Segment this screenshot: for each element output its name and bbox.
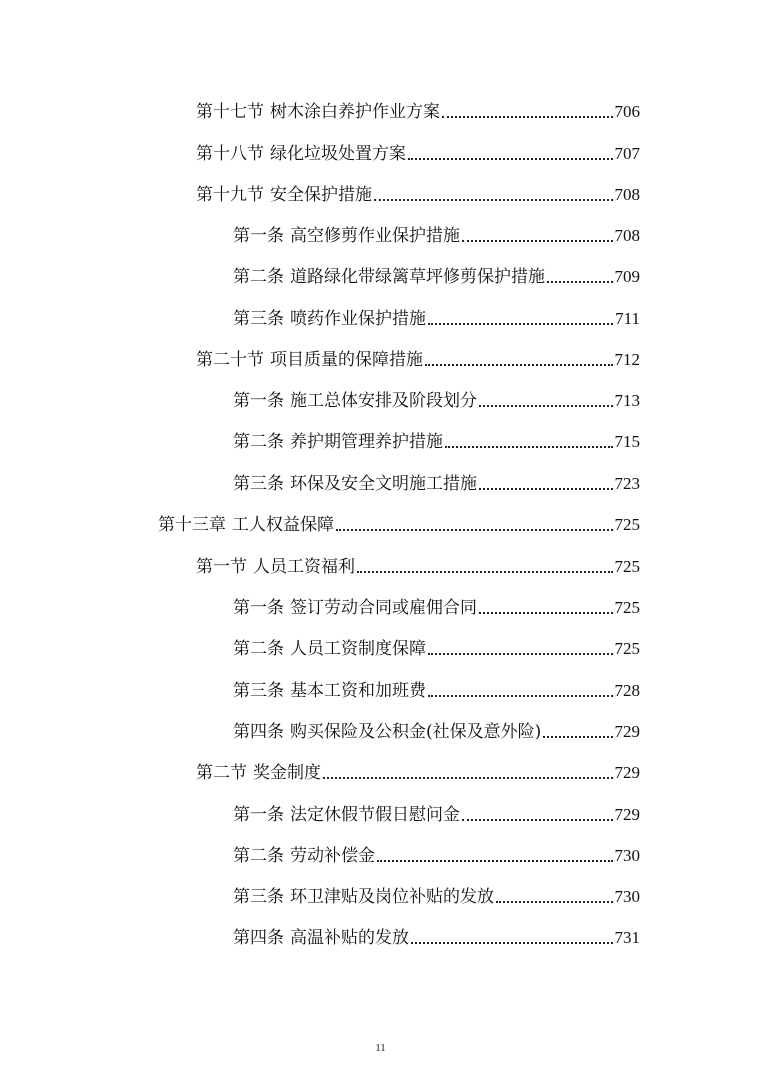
entry-title: 安全保护措施 <box>270 185 372 205</box>
entry-title: 环卫津贴及岗位补贴的发放 <box>290 887 494 907</box>
entry-title: 签订劳动合同或雇佣合同 <box>290 598 477 618</box>
entry-number: 第十八节 <box>196 144 264 164</box>
toc-entry[interactable] <box>196 139 640 165</box>
entry-number: 第三条 <box>233 887 284 907</box>
entry-page-number: 728 <box>614 681 640 700</box>
dot-leader <box>428 322 613 325</box>
entry-title: 基本工资和加班费 <box>290 681 426 701</box>
dot-leader <box>479 404 613 407</box>
entry-page-number: 706 <box>614 102 640 121</box>
entry-title: 高空修剪作业保护措施 <box>290 226 460 246</box>
entry-title: 购买保险及公积金(社保及意外险) <box>290 722 542 742</box>
entry-number: 第一节 <box>196 557 247 577</box>
toc-entry[interactable] <box>233 593 640 619</box>
dot-leader <box>408 157 613 160</box>
dot-leader <box>547 280 613 283</box>
toc-entry[interactable] <box>233 882 640 908</box>
entry-page-number: 711 <box>615 309 640 328</box>
entry-title: 劳动补偿金 <box>290 846 375 866</box>
entry-page-number: 723 <box>614 474 640 493</box>
entry-number: 第二条 <box>233 639 284 659</box>
dot-leader <box>479 611 613 614</box>
entry-page-number: 729 <box>614 722 640 741</box>
dot-leader <box>374 198 613 201</box>
entry-title: 道路绿化带绿篱草坪修剪保护措施 <box>290 267 545 287</box>
entry-page-number: 709 <box>614 267 640 286</box>
dot-leader <box>336 528 613 531</box>
entry-title: 人员工资福利 <box>253 557 355 577</box>
dot-leader <box>411 941 613 944</box>
toc-entry[interactable] <box>233 923 640 949</box>
toc-entry[interactable] <box>233 262 640 288</box>
toc-entry[interactable] <box>233 676 640 702</box>
entry-page-number: 712 <box>614 350 640 369</box>
entry-number: 第十三章 <box>158 515 226 535</box>
dot-leader <box>543 735 612 738</box>
dot-leader <box>496 900 613 903</box>
toc-entry[interactable] <box>233 427 640 453</box>
entry-number: 第三条 <box>233 309 284 329</box>
entry-title: 奖金制度 <box>253 763 321 783</box>
toc-entry[interactable] <box>233 841 640 867</box>
dot-leader <box>323 776 613 779</box>
dot-leader <box>425 363 613 366</box>
toc-entry[interactable] <box>233 717 640 743</box>
entry-title: 工人权益保障 <box>232 515 334 535</box>
entry-title: 施工总体安排及阶段划分 <box>290 391 477 411</box>
entry-number: 第二条 <box>233 267 284 287</box>
dot-leader <box>357 570 613 573</box>
entry-number: 第二条 <box>233 432 284 452</box>
entry-number: 第一条 <box>233 598 284 618</box>
entry-page-number: 725 <box>614 598 640 617</box>
entry-page-number: 708 <box>614 185 640 204</box>
entry-number: 第四条 <box>233 928 284 948</box>
toc-entry[interactable] <box>196 758 640 784</box>
entry-number: 第三条 <box>233 681 284 701</box>
entry-number: 第二节 <box>196 763 247 783</box>
entry-number: 第十七节 <box>196 102 264 122</box>
entry-number: 第一条 <box>233 805 284 825</box>
page-number: 11 <box>375 1042 386 1054</box>
entry-number: 第二十节 <box>196 350 264 370</box>
entry-page-number: 715 <box>614 432 640 451</box>
entry-number: 第四条 <box>233 722 284 742</box>
toc-entry[interactable] <box>233 386 640 412</box>
dot-leader <box>428 652 613 655</box>
entry-page-number: 725 <box>614 515 640 534</box>
entry-title: 喷药作业保护措施 <box>290 309 426 329</box>
dot-leader <box>377 859 613 862</box>
entry-page-number: 725 <box>614 557 640 576</box>
entry-page-number: 730 <box>614 846 640 865</box>
dot-leader <box>428 694 613 697</box>
entry-number: 第十九节 <box>196 185 264 205</box>
entry-title: 高温补贴的发放 <box>290 928 409 948</box>
entry-page-number: 729 <box>614 805 640 824</box>
entry-title: 人员工资制度保障 <box>290 639 426 659</box>
toc-entry[interactable] <box>196 552 640 578</box>
toc-entry[interactable] <box>233 634 640 660</box>
entry-page-number: 729 <box>614 763 640 782</box>
toc-entry[interactable] <box>233 469 640 495</box>
dot-leader <box>442 115 613 118</box>
toc-entry[interactable] <box>158 510 640 536</box>
toc-entry[interactable] <box>233 221 640 247</box>
entry-page-number: 730 <box>614 887 640 906</box>
entry-number: 第一条 <box>233 226 284 246</box>
entry-number: 第三条 <box>233 474 284 494</box>
entry-title: 环保及安全文明施工措施 <box>290 474 477 494</box>
entry-number: 第一条 <box>233 391 284 411</box>
dot-leader <box>462 239 613 242</box>
entry-title: 树木涂白养护作业方案 <box>270 102 440 122</box>
entry-title: 养护期管理养护措施 <box>290 432 443 452</box>
dot-leader <box>462 818 613 821</box>
entry-page-number: 707 <box>614 144 640 163</box>
toc-entry[interactable] <box>233 800 640 826</box>
entry-page-number: 713 <box>614 391 640 410</box>
entry-title: 绿化垃圾处置方案 <box>270 144 406 164</box>
entry-page-number: 708 <box>614 226 640 245</box>
toc-entry[interactable] <box>196 97 640 123</box>
toc-entry[interactable] <box>196 345 640 371</box>
entry-number: 第二条 <box>233 846 284 866</box>
toc-entry[interactable] <box>196 180 640 206</box>
toc-entry[interactable] <box>233 304 640 330</box>
entry-page-number: 725 <box>614 639 640 658</box>
dot-leader <box>479 487 613 490</box>
entry-title: 法定休假节假日慰问金 <box>290 805 460 825</box>
entry-page-number: 731 <box>614 928 640 947</box>
dot-leader <box>445 445 613 448</box>
entry-title: 项目质量的保障措施 <box>270 350 423 370</box>
